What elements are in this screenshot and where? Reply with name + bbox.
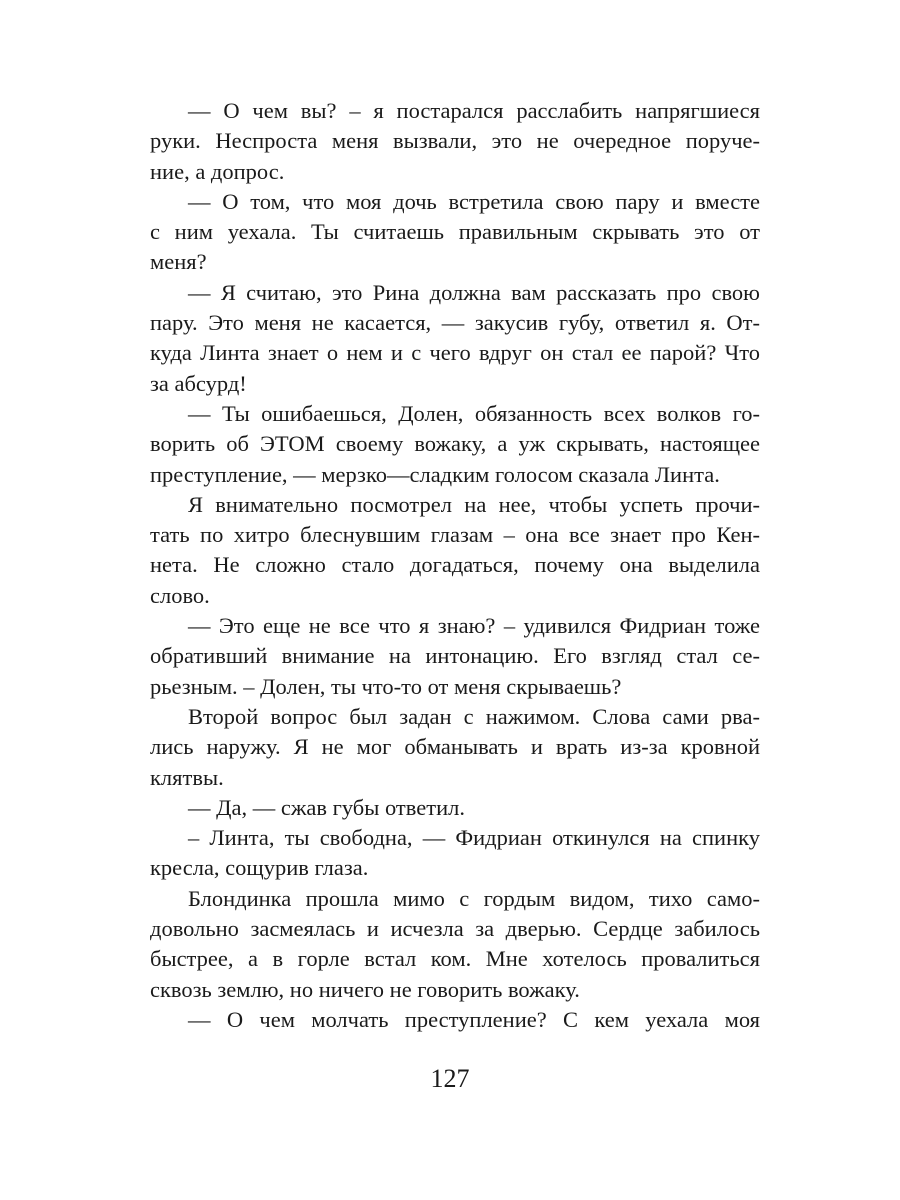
text-line: обративший внимание на интонацию. Его взгляд стал се- xyxy=(150,643,760,669)
text-line: лись наружу. Я не мог обманывать и врать из-за кровной xyxy=(150,734,760,760)
text-line: — Это еще не все что я знаю? – удивился Фидриан тоже xyxy=(188,613,760,639)
text-line: — Ты ошибаешься, Долен, обязанность всех волков го- xyxy=(188,400,760,426)
text-line: руки. Неспроста меня вызвали, это не очередное поруче- xyxy=(150,128,760,154)
text-line: — О том, что моя дочь встретила свою пару и вместе xyxy=(188,188,760,214)
text-line: ворить об ЭТОМ своему вожаку, а уж скрывать, настоящее xyxy=(150,431,760,457)
text-line: Блондинка прошла мимо с гордым видом, тихо само- xyxy=(188,885,760,911)
text-line: быстрее, а в горле встал ком. Мне хотелось провалиться xyxy=(150,946,760,972)
text-line: пару. Это меня не касается, — закусив губу, ответил я. От- xyxy=(150,310,760,336)
text-line: — Я считаю, это Рина должна вам рассказать про свою xyxy=(188,279,760,305)
text-line: с ним уехала. Ты считаешь правильным скрывать это от xyxy=(150,219,760,245)
text-line: меня? xyxy=(150,249,207,275)
text-line: рьезным. – Долен, ты что-то от меня скрываешь? xyxy=(150,673,622,699)
text-line: — О чем молчать преступление? С кем уехала моя xyxy=(188,1006,760,1032)
text-line: — Да, — сжав губы ответил. xyxy=(188,794,465,820)
text-line: Второй вопрос был задан с нажимом. Слова сами рва- xyxy=(188,703,760,729)
text-line: куда Линта знает о нем и с чего вдруг он стал ее парой? Что xyxy=(150,340,760,366)
text-line: за абсурд! xyxy=(150,370,247,396)
text-line: клятвы. xyxy=(150,764,224,790)
text-line: – Линта, ты свободна, — Фидриан откинулся на спинку xyxy=(188,825,760,851)
text-line: ние, а допрос. xyxy=(150,158,285,184)
text-line: Я внимательно посмотрел на нее, чтобы успеть прочи- xyxy=(188,491,760,517)
text-line: слово. xyxy=(150,582,210,608)
body-text xyxy=(150,96,760,1035)
text-line: нета. Не сложно стало догадаться, почему она выделила xyxy=(150,552,760,578)
text-line: сквозь землю, но ничего не говорить вожаку. xyxy=(150,976,580,1002)
text-line: преступление, — мерзко—сладким голосом сказала Линта. xyxy=(150,461,720,487)
text-line: довольно засмеялась и исчезла за дверью. Сердце забилось xyxy=(150,916,760,942)
text-line: — О чем вы? – я постарался расслабить напрягшиеся xyxy=(188,98,760,123)
page-number: 127 xyxy=(430,1064,470,1093)
text-line: кресла, сощурив глаза. xyxy=(150,855,369,881)
text-line: тать по хитро блеснувшим глазам – она все знает про Кен- xyxy=(150,522,760,548)
